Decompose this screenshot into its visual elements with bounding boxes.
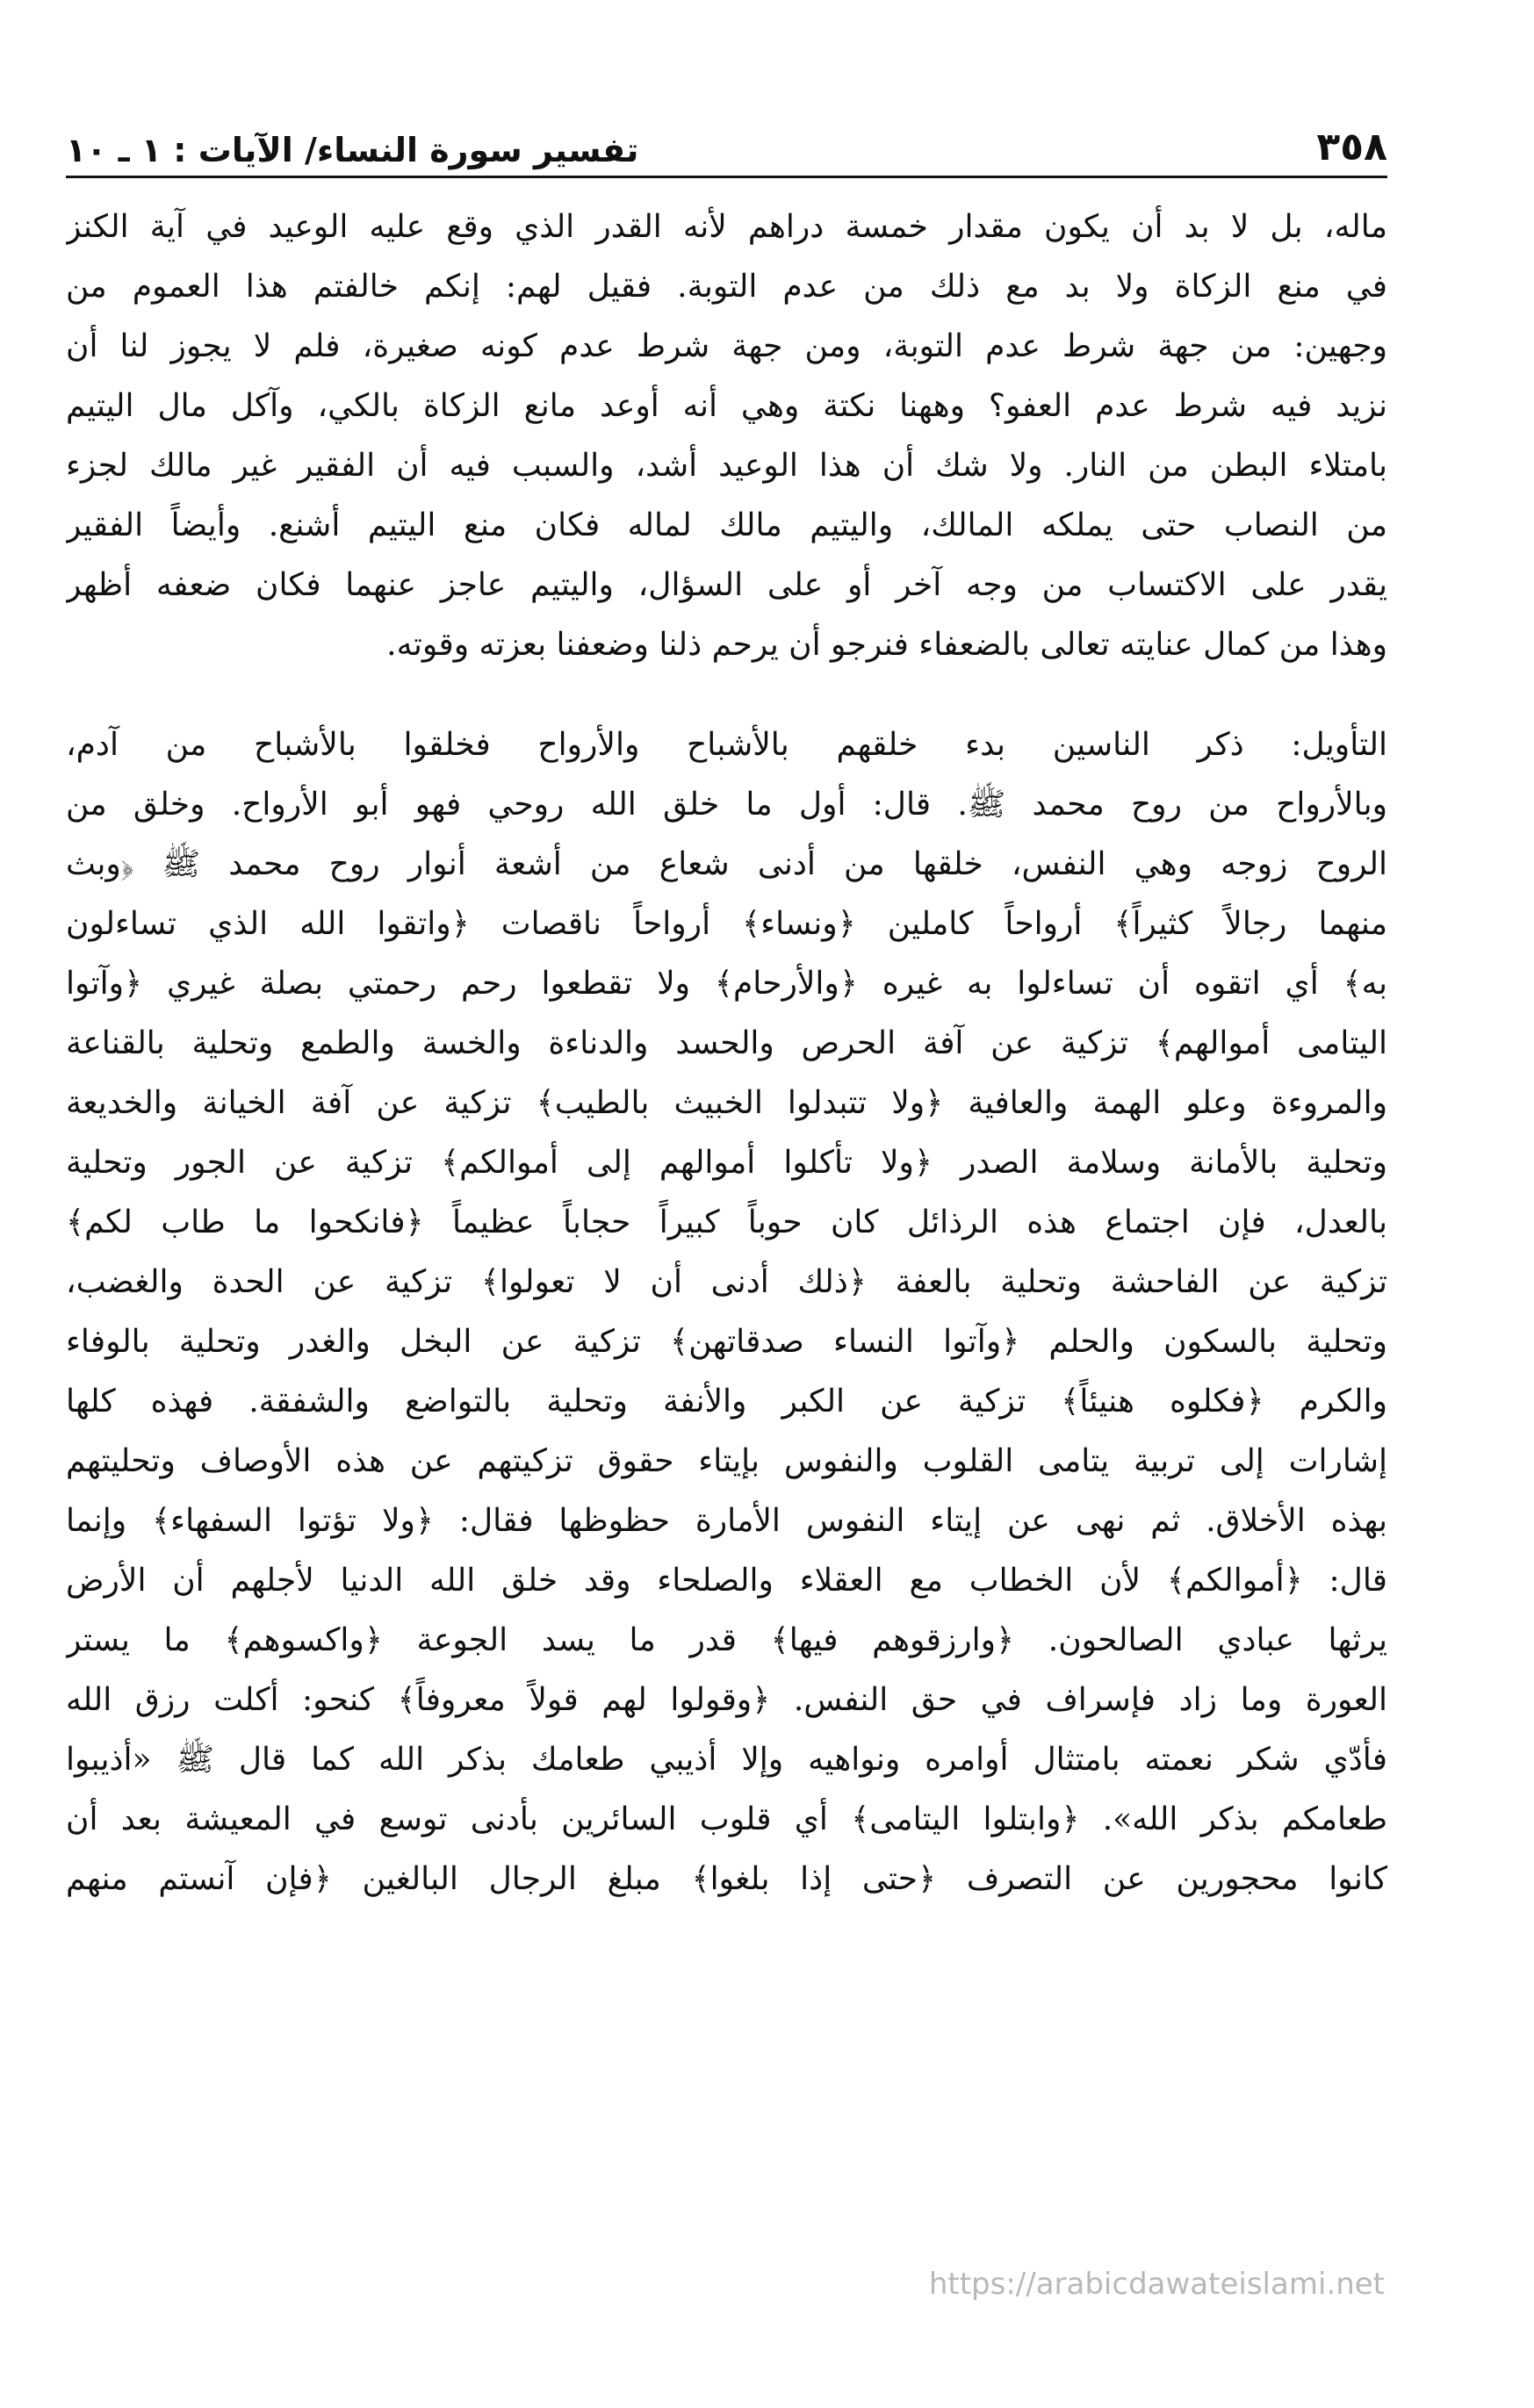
text-line: من النصاب حتى يملكه المالك، واليتيم مالك لماله فكان منع اليتيم أشنع. وأيضاً الفقير xyxy=(66,507,1387,543)
text-line: بهذه الأخلاق. ثم نهى عن إيتاء النفوس الأمارة حظوظها فقال: ﴿ولا تؤتوا السفهاء﴾ وإنما xyxy=(66,1503,1387,1539)
text-line: منهما رجالاً كثيراً﴾ أرواحاً كاملين ﴿ونساء﴾ أرواحاً ناقصات ﴿واتقوا الله الذي تساءلون xyxy=(66,906,1387,942)
text-line: وتحلية بالأمانة وسلامة الصدر ﴿ولا تأكلوا أموالهم إلى أموالكم﴾ تزكية عن الجور وتحلية xyxy=(66,1145,1387,1181)
page-header xyxy=(66,112,1387,167)
text-line: اليتامى أموالهم﴾ تزكية عن آفة الحرص والحسد والدناءة والخسة والطمع وتحلية بالقناعة xyxy=(66,1025,1387,1061)
text-line: كانوا محجورين عن التصرف ﴿حتى إذا بلغوا﴾ مبلغ الرجال البالغين ﴿فإن آنستم منهم xyxy=(66,1861,1387,1897)
text-line: وتحلية بالسكون والحلم ﴿وآتوا النساء صدقاتهن﴾ تزكية عن البخل والغدر وتحلية بالوفاء xyxy=(66,1324,1387,1360)
text-line: بالعدل، فإن اجتماع هذه الرذائل كان حوباً كبيراً حجاباً عظيماً ﴿فانكحوا ما طاب لكم﴾ xyxy=(66,1204,1387,1240)
body-text xyxy=(66,198,1387,1909)
paragraph-end-line: وهذا من كمال عنايته تعالى بالضعفاء فنرجو أن يرحم ذلنا وضعفنا بعزته وقوته. xyxy=(386,627,1387,663)
paragraph-start-line: التأويل: ذكر الناسين بدء خلقهم بالأشباح والأرواح فخلقوا بالأشباح من آدم، xyxy=(66,727,1387,763)
text-line: وجهين: من جهة شرط عدم التوبة، ومن جهة شرط عدم كونه صغيرة، فلم لا يجوز لنا أن xyxy=(66,328,1387,364)
text-line: والكرم ﴿فكلوه هنيئاً﴾ تزكية عن الكبر والأنفة وتحلية بالتواضع والشفقة. فهذه كلها xyxy=(66,1384,1387,1420)
text-line: العورة وما زاد فإسراف في حق النفس. ﴿وقولوا لهم قولاً معروفاً﴾ كنحو: أكلت رزق الله xyxy=(66,1682,1387,1718)
text-line: يرثها عبادي الصالحون. ﴿وارزقوهم فيها﴾ قدر ما يسد الجوعة ﴿واكسوهم﴾ ما يستر xyxy=(66,1622,1387,1658)
text-line: بامتلاء البطن من النار. ولا شك أن هذا الوعيد أشد، والسبب فيه أن الفقير غير مالك لجزء xyxy=(66,448,1387,484)
text-line: نزيد فيه شرط عدم العفو؟ وههنا نكتة وهي أنه أوعد مانع الزكاة بالكي، وآكل مال اليتيم xyxy=(66,388,1387,424)
text-line: به﴾ أي اتقوه أن تساءلوا به غيره ﴿والأرحام﴾ ولا تقطعوا رحم رحمتي بصلة غيري ﴿وآتوا xyxy=(66,966,1387,1002)
header-rule xyxy=(66,176,1387,178)
text-line: فأدّي شكر نعمته بامتثال أوامره ونواهيه وإلا أذيبي طعامك بذكر الله كما قال ﷺ «أذيبوا xyxy=(66,1742,1387,1778)
running-title: تفسير سورة النساء/ الآيات : ١ ـ ١٠ xyxy=(66,131,639,169)
page-number: ٣٥٨ xyxy=(1316,125,1387,169)
text-line: وبالأرواح من روح محمد ﷺ. قال: أول ما خلق الله روحي فهو أبو الأرواح. وخلق من xyxy=(66,787,1387,823)
text-line: يقدر على الاكتساب من وجه آخر أو على السؤال، واليتيم عاجز عنهما فكان ضعفه أظهر xyxy=(66,567,1387,603)
text-line: الروح زوجه وهي النفس، خلقها من أدنى شعاع من أشعة أنوار روح محمد ﷺ ﴿وبث xyxy=(66,846,1387,882)
text-line: ماله، بل لا بد أن يكون مقدار خمسة دراهم لأنه القدر الذي وقع عليه الوعيد في آية الكنز xyxy=(66,209,1387,245)
watermark: https://arabicdawateislami.net xyxy=(928,2267,1385,2302)
text-line: إشارات إلى تربية يتامى القلوب والنفوس بإيتاء حقوق تزكيتهم عن هذه الأوصاف وتحليتهم xyxy=(66,1443,1387,1479)
text-line: والمروءة وعلو الهمة والعافية ﴿ولا تتبدلوا الخبيث بالطيب﴾ تزكية عن آفة الخيانة والخديعة xyxy=(66,1085,1387,1121)
text-line: في منع الزكاة ولا بد مع ذلك من عدم التوبة. فقيل لهم: إنكم خالفتم هذا العموم من xyxy=(66,269,1387,305)
text-line: طعامكم بذكر الله». ﴿وابتلوا اليتامى﴾ أي قلوب السائرين بأدنى توسع في المعيشة بعد أن xyxy=(66,1801,1387,1837)
text-line: قال: ﴿أموالكم﴾ لأن الخطاب مع العقلاء والصلحاء وقد خلق الله الدنيا لأجلهم أن الأرض xyxy=(66,1563,1387,1599)
text-line: تزكية عن الفاحشة وتحلية بالعفة ﴿ذلك أدنى أن لا تعولوا﴾ تزكية عن الحدة والغضب، xyxy=(66,1264,1387,1300)
